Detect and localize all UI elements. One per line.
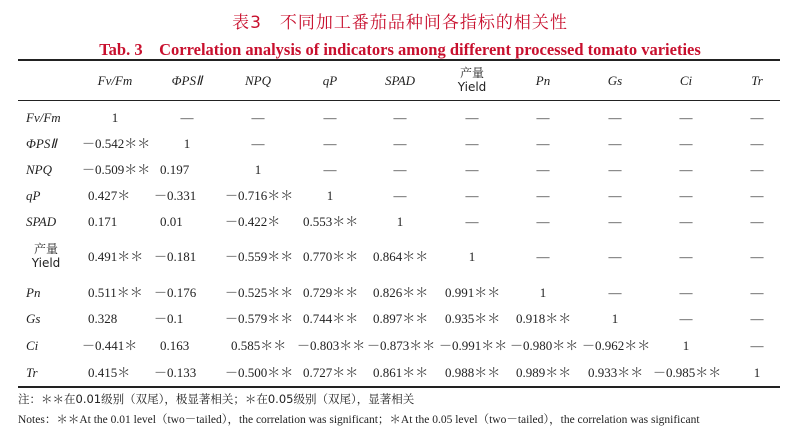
- table-cell: 0.933＊＊: [588, 364, 644, 380]
- table-cell: －0.542＊＊: [82, 135, 151, 151]
- table-cell: —: [679, 135, 693, 151]
- table-title-chinese: 表3 不同加工番茄品种间各指标的相关性: [232, 13, 568, 33]
- table-cell: —: [750, 109, 764, 125]
- column-header: Gs: [607, 72, 623, 88]
- table-cell: —: [750, 187, 764, 203]
- table-cell: －0.181: [154, 248, 197, 264]
- table-cell: －0.509＊＊: [82, 161, 151, 177]
- row-label: Tr: [26, 364, 38, 380]
- table-cell: —: [393, 135, 407, 151]
- row-label: qP: [26, 187, 41, 203]
- table-cell: —: [251, 109, 265, 125]
- table-cell: —: [608, 284, 622, 300]
- table-cell: 0.328: [88, 310, 118, 326]
- table-cell: －0.991＊＊: [439, 337, 508, 353]
- column-header: Fv/Fm: [97, 72, 133, 88]
- table-cell: —: [608, 109, 622, 125]
- table-cell: —: [750, 310, 764, 326]
- column-header: 产量 Yield: [457, 66, 487, 94]
- table-cell: 0.744＊＊: [303, 310, 359, 326]
- table-cell: —: [750, 284, 764, 300]
- row-label: NPQ: [26, 161, 52, 177]
- column-header: Pn: [535, 72, 551, 88]
- table-cell: —: [679, 248, 693, 264]
- table-cell: －0.500＊＊: [225, 364, 294, 380]
- table-cell: —: [536, 135, 550, 151]
- table-cell: －0.441＊: [82, 337, 138, 353]
- table-cell: —: [750, 213, 764, 229]
- table-cell: 0.988＊＊: [445, 364, 501, 380]
- table-cell: 1: [254, 161, 262, 177]
- table-cell: —: [536, 109, 550, 125]
- table-cell: －0.525＊＊: [225, 284, 294, 300]
- table-cell: —: [323, 135, 337, 151]
- table-cell: —: [536, 213, 550, 229]
- table-cell: 1: [753, 364, 761, 380]
- row-label: Ci: [26, 337, 39, 353]
- table-cell: —: [679, 310, 693, 326]
- table-cell: －0.331: [154, 187, 197, 203]
- table-cell: —: [608, 187, 622, 203]
- table-cell: 0.585＊＊: [231, 337, 287, 353]
- table-cell: 0.864＊＊: [373, 248, 429, 264]
- column-header: qP: [322, 72, 338, 88]
- table-cell: 0.415＊: [88, 364, 131, 380]
- table-cell: —: [465, 187, 479, 203]
- row-label: ΦPSⅡ: [26, 135, 57, 151]
- table-cell: 0.897＊＊: [373, 310, 429, 326]
- table-cell: —: [393, 187, 407, 203]
- table-cell: —: [465, 109, 479, 125]
- table-cell: 0.991＊＊: [445, 284, 501, 300]
- table-cell: －0.980＊＊: [510, 337, 579, 353]
- table-cell: 0.553＊＊: [303, 213, 359, 229]
- table-cell: －0.559＊＊: [225, 248, 294, 264]
- table-cell: —: [465, 213, 479, 229]
- table-cell: 0.935＊＊: [445, 310, 501, 326]
- table-cell: —: [679, 109, 693, 125]
- row-label: 产量 Yield: [31, 242, 61, 270]
- table-cell: 1: [468, 248, 476, 264]
- table-cell: 1: [682, 337, 690, 353]
- table-cell: 1: [326, 187, 334, 203]
- table-cell: 0.491＊＊: [88, 248, 144, 264]
- table-cell: —: [393, 109, 407, 125]
- table-note-english: Notes：＊＊At the 0.01 level（two－tailed），the correlation was significant；＊At the 0.05 level（two－tailed），the correlation was significant: [18, 414, 700, 426]
- table-cell: 0.770＊＊: [303, 248, 359, 264]
- table-cell: 0.918＊＊: [516, 310, 572, 326]
- column-header: Ci: [679, 72, 693, 88]
- table-cell: —: [323, 161, 337, 177]
- row-label: Pn: [26, 284, 41, 300]
- table-cell: 1: [183, 135, 191, 151]
- row-label: Fv/Fm: [26, 109, 61, 125]
- table-cell: —: [536, 187, 550, 203]
- table-top-rule: [18, 59, 780, 61]
- column-header: Tr: [751, 72, 763, 88]
- table-cell: －0.873＊＊: [367, 337, 436, 353]
- row-label: SPAD: [26, 213, 57, 229]
- table-title-english: Tab. 3 Correlation analysis of indicators among different processed tomato varieties: [99, 40, 701, 59]
- column-header: ΦPSⅡ: [171, 72, 203, 88]
- table-cell: －0.803＊＊: [297, 337, 366, 353]
- table-cell: —: [750, 161, 764, 177]
- row-label: Gs: [26, 310, 41, 326]
- table-cell: 1: [611, 310, 619, 326]
- table-cell: 0.989＊＊: [516, 364, 572, 380]
- table-bottom-rule: [18, 386, 780, 388]
- table-cell: 1: [111, 109, 119, 125]
- table-cell: 0.171: [88, 213, 118, 229]
- table-cell: —: [465, 135, 479, 151]
- table-cell: 1: [396, 213, 404, 229]
- table-cell: －0.1: [154, 310, 184, 326]
- table-cell: 0.729＊＊: [303, 284, 359, 300]
- table-cell: 0.197: [160, 161, 190, 177]
- table-cell: —: [536, 248, 550, 264]
- table-cell: 0.427＊: [88, 187, 131, 203]
- table-cell: 0.511＊＊: [88, 284, 143, 300]
- table-cell: —: [750, 135, 764, 151]
- table-cell: －0.176: [154, 284, 197, 300]
- column-header: SPAD: [384, 72, 416, 88]
- table-cell: —: [251, 135, 265, 151]
- table-cell: —: [679, 213, 693, 229]
- table-cell: －0.133: [154, 364, 197, 380]
- table-cell: －0.985＊＊: [653, 364, 722, 380]
- table-cell: 0.01: [160, 213, 183, 229]
- table-cell: —: [750, 248, 764, 264]
- table-cell: 0.861＊＊: [373, 364, 429, 380]
- table-cell: —: [465, 161, 479, 177]
- table-cell: —: [180, 109, 194, 125]
- table-cell: －0.422＊: [225, 213, 281, 229]
- table-cell: —: [679, 187, 693, 203]
- table-cell: 0.163: [160, 337, 190, 353]
- table-cell: －0.962＊＊: [582, 337, 651, 353]
- table-cell: －0.716＊＊: [225, 187, 294, 203]
- table-header-rule: [18, 100, 780, 101]
- table-cell: —: [608, 135, 622, 151]
- table-cell: 0.727＊＊: [303, 364, 359, 380]
- table-cell: －0.579＊＊: [225, 310, 294, 326]
- table-cell: —: [679, 161, 693, 177]
- column-header: NPQ: [245, 72, 271, 88]
- table-note-chinese: 注：＊＊在0.01级别（双尾），极显著相关；＊在0.05级别（双尾），显著相关: [18, 392, 415, 406]
- table-cell: —: [608, 213, 622, 229]
- table-cell: —: [536, 161, 550, 177]
- table-cell: —: [679, 284, 693, 300]
- table-cell: —: [608, 248, 622, 264]
- table-cell: —: [608, 161, 622, 177]
- table-cell: —: [323, 109, 337, 125]
- table-cell: 1: [539, 284, 547, 300]
- table-cell: —: [393, 161, 407, 177]
- table-cell: —: [750, 337, 764, 353]
- table-cell: 0.826＊＊: [373, 284, 429, 300]
